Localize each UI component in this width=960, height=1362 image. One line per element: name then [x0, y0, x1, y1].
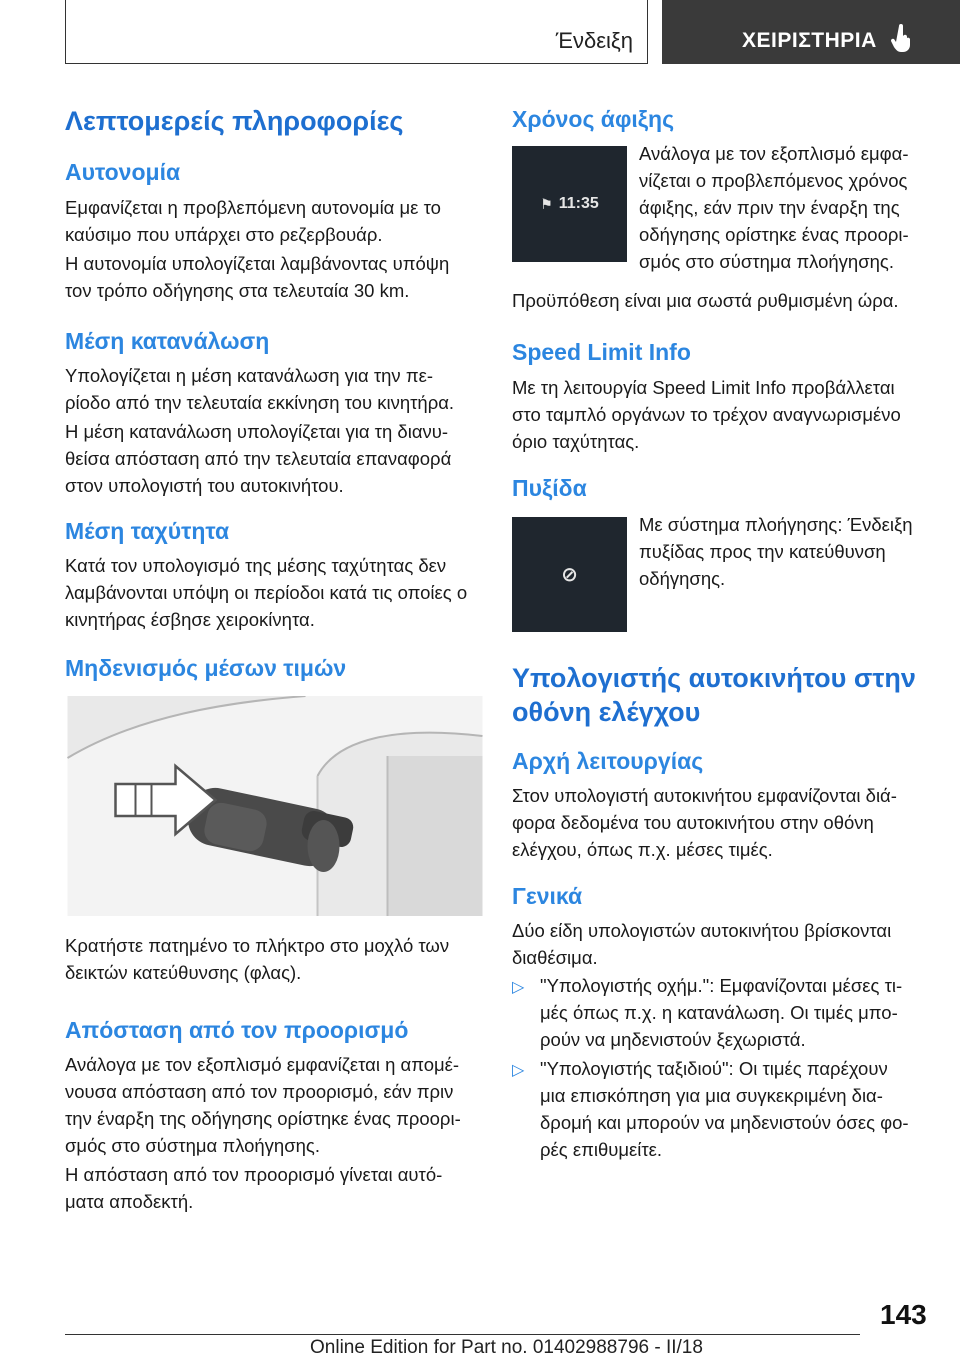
- heading-compass: Πυξίδα: [512, 475, 587, 501]
- paragraph-arrival-1: Ανάλογα με τον εξοπλισμό εμφα- νίζεται ο προβλεπόμενος χρόνος άφιξης, εάν πριν την έναρξη της οδήγησης ορίστηκε ένας προορι- σμός στο σύστημα πλοήγησης.: [639, 143, 909, 272]
- heading-principle: Αρχή λειτουργίας: [512, 748, 704, 774]
- paragraph-avg-speed: Κατά τον υπολογισμό της μέσης ταχύτητας δεν λαμβάνονται υπόψη οι περίοδοι κατά τις οποίες ο κινητήρας έσβησε χειροκίνητα.: [65, 555, 468, 630]
- paragraph-consumption-1: Υπολογίζεται η μέση κατανάλωση για την πε- ρίοδο από την τελευταία εκκίνηση του κινητήρα.: [65, 365, 455, 413]
- paragraph-speed-limit-info: Με τη λειτουργία Speed Limit Info προβάλλεται στο ταμπλό οργάνων το τρέχον αναγνωρισμένο όριο ταχύτητας.: [512, 377, 901, 452]
- heading-arrival-time: Χρόνος άφιξης: [512, 106, 675, 132]
- flag-icon: ⚑: [540, 195, 553, 212]
- bullet-arrow-icon: ▷: [512, 1062, 525, 1079]
- section-title-details: Λεπτομερείς πληροφορίες: [65, 106, 404, 136]
- heading-reset-averages: Μηδενισμός μέσων τιμών: [65, 655, 347, 681]
- paragraph-distance-2: Η απόσταση από τον προορισμό γίνεται αυτό- ματα αποδεκτή.: [65, 1164, 443, 1212]
- compass-icon: ⊘: [561, 564, 578, 586]
- heading-autonomy: Αυτονομία: [65, 159, 181, 185]
- page-header: [0, 0, 960, 66]
- footer-edition: Online Edition for Part no. 01402988796 - II/18: [310, 1337, 703, 1358]
- header-chapter-title: ΧΕΙΡΙΣΤΗΡΙΑ: [742, 29, 877, 52]
- paragraph-consumption-2: Η μέση κατανάλωση υπολογίζεται για τη διανυ- θείσα απόσταση από την τελευταία επαναφορά στον υπολογιστή του αυτοκινήτου.: [65, 421, 452, 496]
- section-title-onboard-computer: Υπολογιστής αυτοκινήτου στην οθόνη ελέγχου: [512, 663, 916, 727]
- paragraph-principle: Στον υπολογιστή αυτοκινήτου εμφανίζονται διά- φορα δεδομένα του αυτοκινήτου στην οθόνη ελέγχου, όπως π.χ. μέσες τιμές.: [512, 785, 897, 860]
- hand-pointer-icon: [890, 24, 914, 52]
- heading-general: Γενικά: [512, 883, 583, 909]
- paragraph-autonomy-1: Εμφανίζεται η προβλεπόμενη αυτονομία με το καύσιμο που υπάρχει στο ρεζερβουάρ.: [65, 197, 441, 245]
- header-section-box: [65, 0, 648, 64]
- header-chapter-box: [662, 0, 960, 64]
- list-item: "Υπολογιστής ταξιδιού": Οι τιμές παρέχουν μια επισκόπηση για μια συγκεκριμένη δια- δρομή και μπορούν να μηδενιστούν όσες φο- ρές επιθυμείτε.: [540, 1058, 909, 1160]
- heading-distance-destination: Απόσταση από τον προορισμό: [65, 1017, 409, 1043]
- heading-speed-limit-info: Speed Limit Info: [512, 339, 691, 365]
- paragraph-general: Δύο είδη υπολογιστών αυτοκινήτου βρίσκονται διαθέσιμα.: [512, 920, 892, 968]
- page-number: 143: [880, 1299, 927, 1330]
- arrival-time-value: 11:35: [558, 195, 599, 212]
- paragraph-compass: Με σύστημα πλοήγησης: Ένδειξη πυξίδας προς την κατεύθυνση οδήγησης.: [639, 514, 913, 589]
- arrival-time-display-image: [512, 146, 627, 262]
- list-item: "Υπολογιστής οχήμ.": Εμφανίζονται μέσες τι- μές όπως π.χ. η κατανάλωση. Οι τιμές μπο- ρούν να μηδενιστούν ξεχωριστά.: [540, 975, 903, 1050]
- heading-avg-speed: Μέση ταχύτητα: [65, 518, 230, 544]
- turn-signal-stalk-illustration: [65, 696, 485, 916]
- bullet-arrow-icon: ▷: [512, 979, 525, 996]
- compass-display-image: [512, 517, 627, 632]
- footer-divider: [65, 1334, 860, 1335]
- caption-reset-averages: Κρατήστε πατημένο το πλήκτρο στο μοχλό των δεικτών κατεύθυνσης (φλας).: [65, 935, 450, 983]
- paragraph-autonomy-2: Η αυτονομία υπολογίζεται λαμβάνοντας υπόψη τον τρόπο οδήγησης στα τελευταία 30 km.: [65, 253, 450, 301]
- paragraph-distance-1: Ανάλογα με τον εξοπλισμό εμφανίζεται η απομέ- νουσα απόσταση από τον προορισμό, εάν πριν την έναρξη της οδήγησης ορίστηκε ένας προορι- σμός στο σύστημα πλοήγησης.: [65, 1054, 461, 1156]
- paragraph-arrival-2: Προϋπόθεση είναι μια σωστά ρυθμισμένη ώρα.: [512, 290, 899, 311]
- header-section-title: Ένδειξη: [555, 28, 633, 53]
- heading-consumption: Μέση κατανάλωση: [65, 328, 270, 354]
